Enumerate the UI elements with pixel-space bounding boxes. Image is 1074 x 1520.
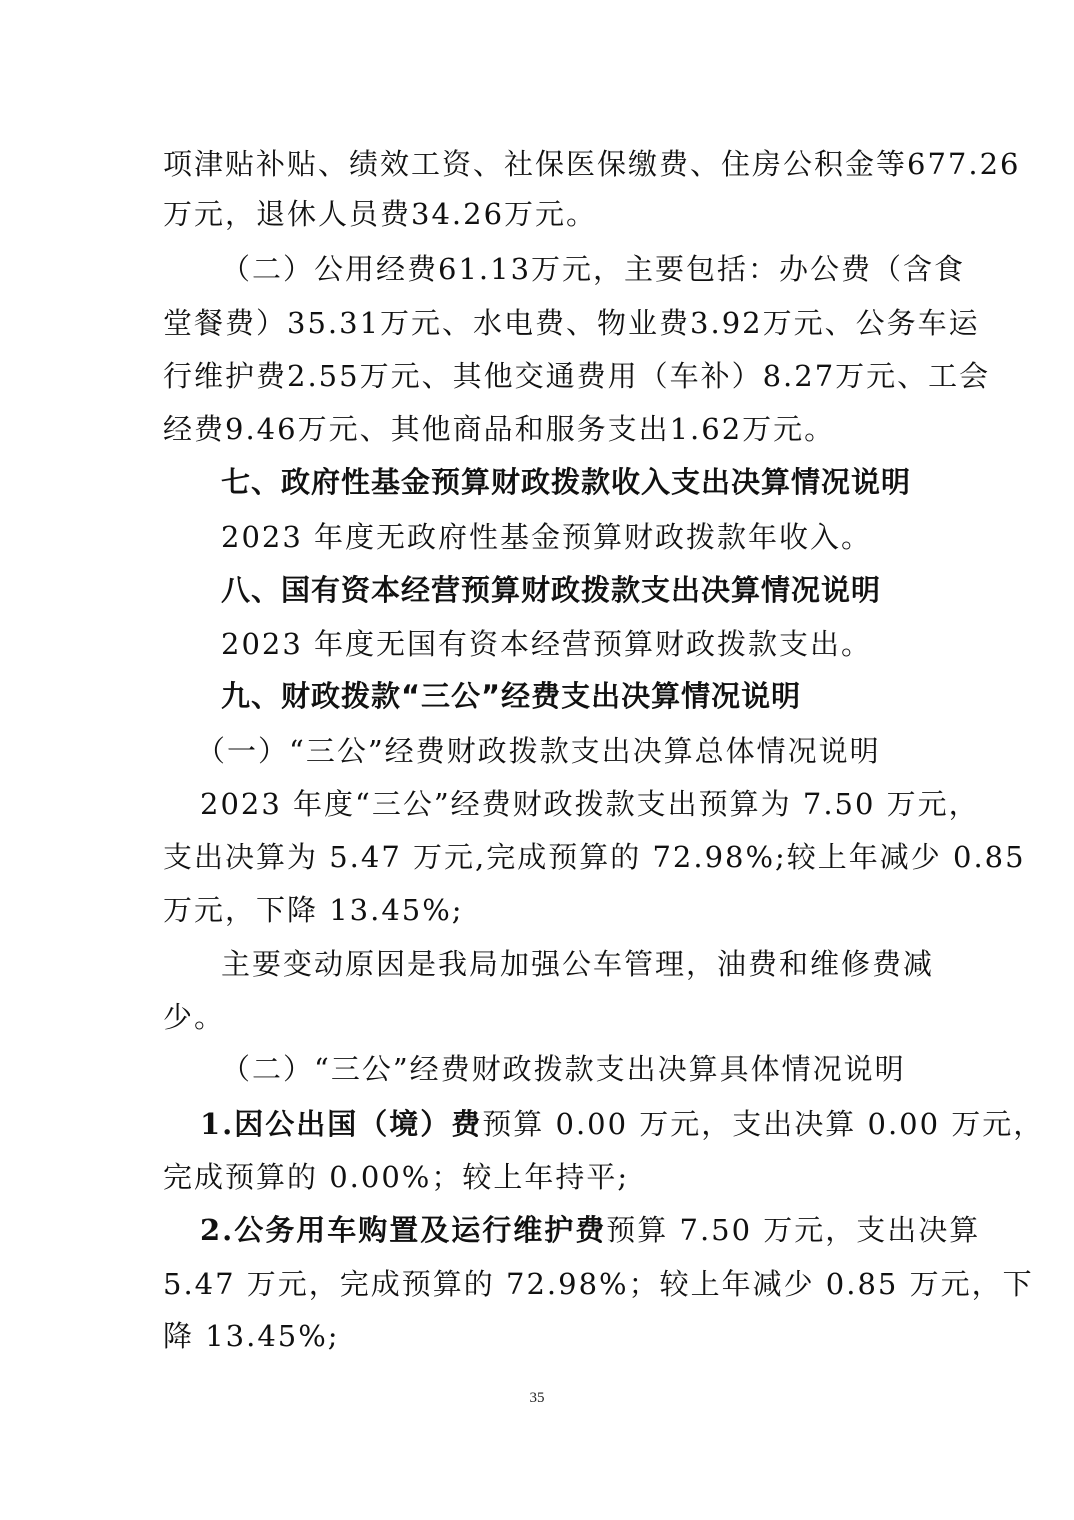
list-item (200, 1212, 981, 1248)
list-item-text: 预算 7.50 万元，支出决算 (606, 1213, 981, 1247)
body-text-line: 经费9.46万元、其他商品和服务支出1.62万元。 (163, 412, 836, 446)
body-text-line: 2023 年度“三公”经费财政拨款支出预算为 7.50 万元， (200, 787, 980, 821)
body-text-line: 2023 年度无国有资本经营预算财政拨款支出。 (221, 627, 873, 661)
body-text-line: 万元，退休人员费34.26万元。 (163, 197, 598, 231)
body-text-line: 堂餐费）35.31万元、水电费、物业费3.92万元、公务车运 (163, 306, 980, 340)
section-heading: 八、国有资本经营预算财政拨款支出决算情况说明 (221, 573, 882, 607)
body-text-line: 行维护费2.55万元、其他交通费用（车补）8.27万元、工会 (163, 359, 991, 393)
section-heading: 七、政府性基金预算财政拨款收入支出决算情况说明 (221, 465, 912, 499)
body-text-line: 主要变动原因是我局加强公车管理，油费和维修费减 (221, 947, 935, 981)
body-text-line: 完成预算的 0.00%；较上年持平; (163, 1160, 630, 1194)
list-item-text: 预算 0.00 万元，支出决算 0.00 万元， (482, 1107, 1045, 1141)
list-item (200, 1106, 1045, 1142)
body-text-line: （二）公用经费61.13万元，主要包括：办公费（含食 (221, 252, 966, 286)
body-text-line: 支出决算为 5.47 万元,完成预算的 72.98%;较上年减少 0.85 (163, 840, 1026, 874)
body-text-line: 降 13.45%; (163, 1319, 340, 1353)
subsection-heading: （一）“三公”经费财政拨款支出决算总体情况说明 (196, 734, 881, 768)
body-text-line: 万元，下降 13.45%; (163, 893, 464, 927)
list-item-title: 2.公务用车购置及运行维护费 (200, 1213, 607, 1247)
subsection-heading: （二）“三公”经费财政拨款支出决算具体情况说明 (221, 1052, 906, 1086)
body-text-line: 项津贴补贴、绩效工资、社保医保缴费、住房公积金等677.26 (163, 147, 1021, 181)
section-heading: 九、财政拨款“三公”经费支出决算情况说明 (221, 679, 802, 713)
body-text-line: 2023 年度无政府性基金预算财政拨款年收入。 (221, 520, 873, 554)
body-text-line: 5.47 万元，完成预算的 72.98%；较上年减少 0.85 万元，下 (163, 1267, 1034, 1301)
body-text-line: 少。 (163, 1000, 226, 1034)
list-item-title: 1.因公出国（境）费 (200, 1107, 483, 1141)
page-number: 35 (529, 1390, 545, 1406)
